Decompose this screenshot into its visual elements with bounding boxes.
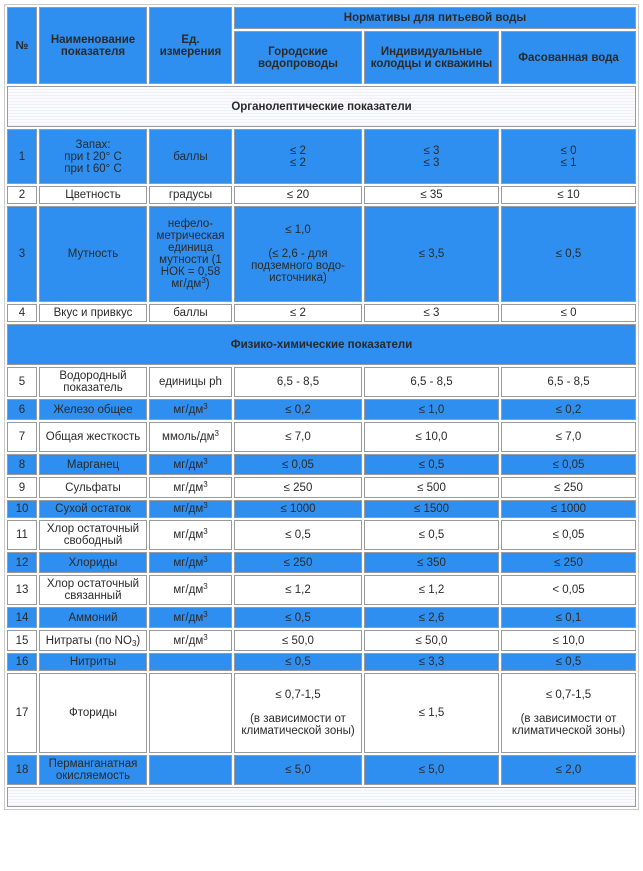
row-name: Хлор остаточный связанный [39, 575, 147, 605]
row-wells: ≤ 3,3 [364, 653, 499, 671]
row-name: Нитриты [39, 653, 147, 671]
row-name: Сульфаты [39, 477, 147, 498]
row-unit: $мг/дм^3$ [149, 630, 232, 651]
row-name: Мутность [39, 206, 147, 302]
row-bottled: ≤ 0,5 [501, 206, 636, 302]
row-city: ≤ 7,0 [234, 422, 362, 452]
header-wells: Индивидуальные колодцы и скважины [364, 31, 499, 84]
row-city: ≤ 0,05 [234, 454, 362, 475]
row-wells: ≤ 10,0 [364, 422, 499, 452]
row-unit: баллы [149, 129, 232, 184]
row-unit: $мг/дм^3$ [149, 520, 232, 550]
header-num: № [7, 7, 37, 84]
row-num: 3 [7, 206, 37, 302]
row-num: 1 [7, 129, 37, 184]
row-bottled: 6,5 - 8,5 [501, 367, 636, 397]
row-unit [149, 673, 232, 753]
row-num: 18 [7, 755, 37, 785]
row-city: ≤ 5,0 [234, 755, 362, 785]
row-wells: ≤ 50,0 [364, 630, 499, 651]
row-wells: ≤ 1500 [364, 500, 499, 518]
row-unit: $мг/дм^3$ [149, 477, 232, 498]
row-city: ≤ 0,5 [234, 607, 362, 628]
row-city: 6,5 - 8,5 [234, 367, 362, 397]
row-bottled: ≤ 0 ≤ 1 [501, 129, 636, 184]
row-name: Нитраты (по $NO_3$) [39, 630, 147, 651]
row-bottled: ≤ 2,0 [501, 755, 636, 785]
row-wells: ≤ 0,5 [364, 520, 499, 550]
row-unit: $мг/дм^3$ [149, 607, 232, 628]
row-num: 9 [7, 477, 37, 498]
row-name: Водородный показатель [39, 367, 147, 397]
row-num: 17 [7, 673, 37, 753]
row-wells: ≤ 350 [364, 552, 499, 573]
header-city: Городские водопроводы [234, 31, 362, 84]
row-city: ≤ 2 [234, 304, 362, 322]
row-wells: 6,5 - 8,5 [364, 367, 499, 397]
row-unit: $мг/дм^3$ [149, 552, 232, 573]
row-num: 7 [7, 422, 37, 452]
row-num: 14 [7, 607, 37, 628]
row-name: Марганец [39, 454, 147, 475]
row-num: 15 [7, 630, 37, 651]
row-num: 4 [7, 304, 37, 322]
row-wells: ≤ 1,0 [364, 399, 499, 420]
row-num: 5 [7, 367, 37, 397]
row-bottled: ≤ 10,0 [501, 630, 636, 651]
row-bottled: ≤ 0,05 [501, 454, 636, 475]
row-name: Аммоний [39, 607, 147, 628]
row-wells: ≤ 3 ≤ 3 [364, 129, 499, 184]
row-wells: ≤ 0,5 [364, 454, 499, 475]
row-city: ≤ 2 ≤ 2 [234, 129, 362, 184]
row-bottled: ≤ 7,0 [501, 422, 636, 452]
row-unit: $мг/дм^3$ [149, 454, 232, 475]
row-unit: нефело-метрическая единица мутности (1 НОК = 0,58 $мг/дм^3$) [149, 206, 232, 302]
row-unit: $мг/дм^3$ [149, 575, 232, 605]
row-num: 13 [7, 575, 37, 605]
row-wells: ≤ 3 [364, 304, 499, 322]
row-bottled: ≤ 0,05 [501, 520, 636, 550]
row-bottled: ≤ 250 [501, 552, 636, 573]
row-unit: градусы [149, 186, 232, 204]
row-num: 16 [7, 653, 37, 671]
row-name: Хлор остаточный свободный [39, 520, 147, 550]
row-bottled: ≤ 250 [501, 477, 636, 498]
row-unit [149, 755, 232, 785]
row-city: ≤ 1,0 (≤ 2,6 - для подземного водо-источника) [234, 206, 362, 302]
row-wells: ≤ 3,5 [364, 206, 499, 302]
row-bottled: ≤ 0,2 [501, 399, 636, 420]
row-num: 2 [7, 186, 37, 204]
row-unit: единицы ph [149, 367, 232, 397]
row-city: ≤ 250 [234, 477, 362, 498]
row-num: 8 [7, 454, 37, 475]
row-name: Фториды [39, 673, 147, 753]
section-physchem: Физико-химические показатели [7, 324, 636, 365]
row-wells: ≤ 5,0 [364, 755, 499, 785]
row-unit: баллы [149, 304, 232, 322]
row-city: ≤ 50,0 [234, 630, 362, 651]
row-bottled: ≤ 0,7-1,5 (в зависимости от климатической зоны) [501, 673, 636, 753]
row-name: Вкус и привкус [39, 304, 147, 322]
row-unit: $мг/дм^3$ [149, 399, 232, 420]
row-city: ≤ 1000 [234, 500, 362, 518]
row-name: Сухой остаток [39, 500, 147, 518]
row-name: Цветность [39, 186, 147, 204]
drinking-water-norms-table [4, 4, 639, 810]
row-wells: ≤ 1,2 [364, 575, 499, 605]
row-name: Общая жесткость [39, 422, 147, 452]
row-wells: ≤ 1,5 [364, 673, 499, 753]
header-bottled: Фасованная вода [501, 31, 636, 84]
row-city: ≤ 0,5 [234, 653, 362, 671]
row-city: ≤ 0,2 [234, 399, 362, 420]
row-name: Перманганатная окисляемость [39, 755, 147, 785]
row-name: Железо общее [39, 399, 147, 420]
row-unit: ммоль/$дм^3$ [149, 422, 232, 452]
row-city: ≤ 0,5 [234, 520, 362, 550]
row-bottled: ≤ 0,1 [501, 607, 636, 628]
row-unit [149, 653, 232, 671]
row-city: ≤ 1,2 [234, 575, 362, 605]
row-wells: ≤ 500 [364, 477, 499, 498]
row-unit: $мг/дм^3$ [149, 500, 232, 518]
table-footer-empty-row [7, 787, 636, 807]
row-bottled: ≤ 10 [501, 186, 636, 204]
header-name: Наименование показателя [39, 7, 147, 84]
row-bottled: < 0,05 [501, 575, 636, 605]
row-num: 12 [7, 552, 37, 573]
row-bottled: ≤ 1000 [501, 500, 636, 518]
row-wells: ≤ 2,6 [364, 607, 499, 628]
row-name: Хлориды [39, 552, 147, 573]
header-unit: Ед. измерения [149, 7, 232, 84]
row-wells: ≤ 35 [364, 186, 499, 204]
section-organoleptic: Органолептические показатели [7, 86, 636, 127]
row-num: 11 [7, 520, 37, 550]
row-name: Запах: при t 20° С при t 60° С [39, 129, 147, 184]
row-city: ≤ 20 [234, 186, 362, 204]
row-bottled: ≤ 0,5 [501, 653, 636, 671]
row-city: ≤ 250 [234, 552, 362, 573]
header-norms-group: Нормативы для питьевой воды [234, 7, 636, 29]
row-city: ≤ 0,7-1,5 (в зависимости от климатической зоны) [234, 673, 362, 753]
row-num: 6 [7, 399, 37, 420]
row-num: 10 [7, 500, 37, 518]
row-bottled: ≤ 0 [501, 304, 636, 322]
